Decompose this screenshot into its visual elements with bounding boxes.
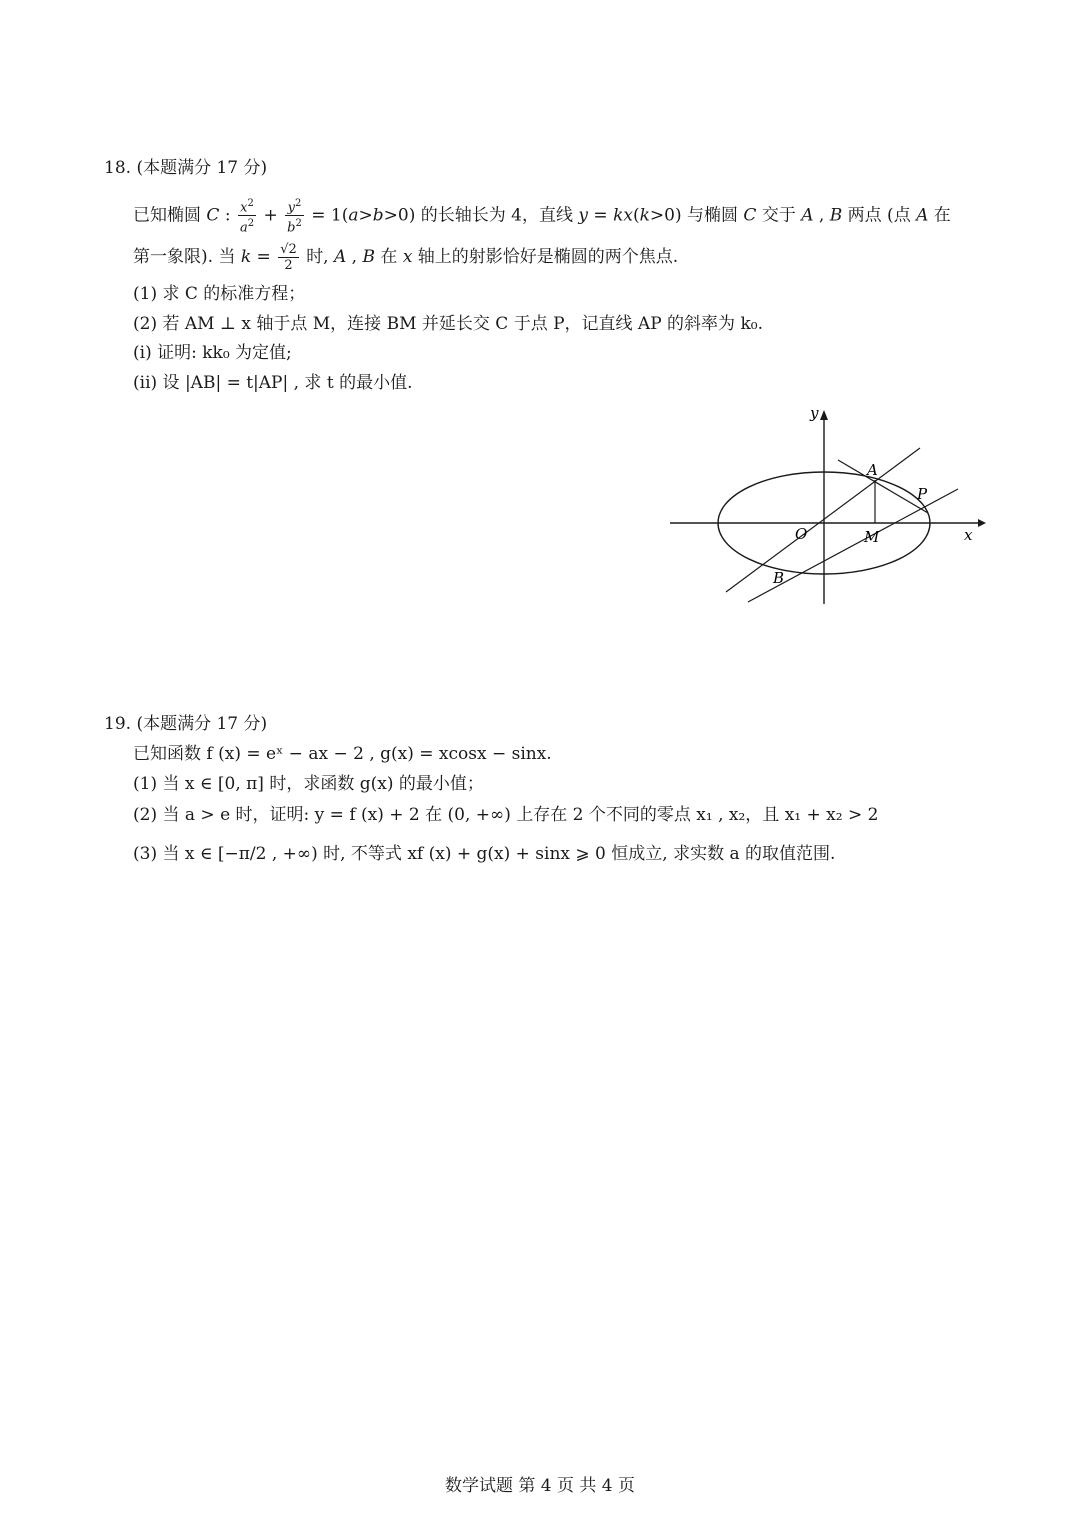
fraction: $\frac{y^2}{b^2}$: [287, 198, 302, 236]
y-axis-arrow: [820, 410, 828, 420]
q19-part-2: (2) 当 a > e 时，证明: y = f (x) + 2 在 (0, +∞) 上存在 2 个不同的零点 x₁ , x₂，且 x₁ + x₂ > 2: [133, 805, 879, 825]
q19-header: 19. (本题满分 17 分): [104, 714, 268, 734]
label-p: P: [917, 485, 928, 503]
q18-part-2: (2) 若 AM ⊥ x 轴于点 M，连接 BM 并延长交 C 于点 P，记直线 AP 的斜率为 k₀.: [133, 314, 763, 334]
fraction: $\frac{x^2}{a^2}$: [239, 198, 255, 236]
q19-part-3: (3) 当 x ∈ [−π/2 , +∞) 时, 不等式 xf (x) + g(x) + sinx ⩾ 0 恒成立, 求实数 a 的取值范围.: [133, 844, 836, 864]
label-m: M: [864, 528, 880, 546]
page-footer: 数学试题 第 4 页 共 4 页: [444, 1476, 636, 1496]
q18-part-2-ii: (ii) 设 |AB| = t|AP| , 求 t 的最小值.: [133, 373, 413, 393]
line-ab: [726, 448, 920, 592]
q19-stem: 已知函数 f (x) = eˣ − ax − 2 , g(x) = xcosx − sinx.: [133, 744, 552, 764]
ellipse-figure: [660, 402, 990, 617]
ellipse-diagram: [660, 402, 990, 617]
q18-header: 18. (本题满分 17 分): [104, 158, 268, 178]
label-a: A: [867, 461, 878, 479]
line-ap: [838, 460, 928, 513]
label-y: y: [810, 404, 819, 422]
label-x: x: [964, 526, 973, 544]
q18-part-2-i: (i) 证明: kk₀ 为定值;: [133, 343, 292, 363]
q19-part-1: (1) 当 x ∈ [0, π] 时，求函数 g(x) 的最小值；: [133, 774, 484, 794]
label-b: B: [773, 569, 785, 587]
x-axis-arrow: [978, 519, 986, 527]
label-o: O: [795, 525, 808, 543]
q18-part-1: (1) 求 C 的标准方程；: [133, 284, 306, 304]
fraction: $\frac{√2}{2}$: [280, 242, 297, 273]
q18-stem-line-2: 第一象限). 当 k = $\frac{√2}{2}$ 时, A , B 在 x 轴上的射影恰好是椭圆的两个焦点.: [133, 242, 679, 273]
q18-stem-line-1: 已知椭圆 C : $\frac{x^2}{a^2}$ + $\frac{y^2}{b^2}$ = 1(a>b>0) 的长轴长为 4，直线 y = kx(k>0) 与椭圆 C 交于 A , B 两点 (点 A 在: [133, 198, 951, 236]
